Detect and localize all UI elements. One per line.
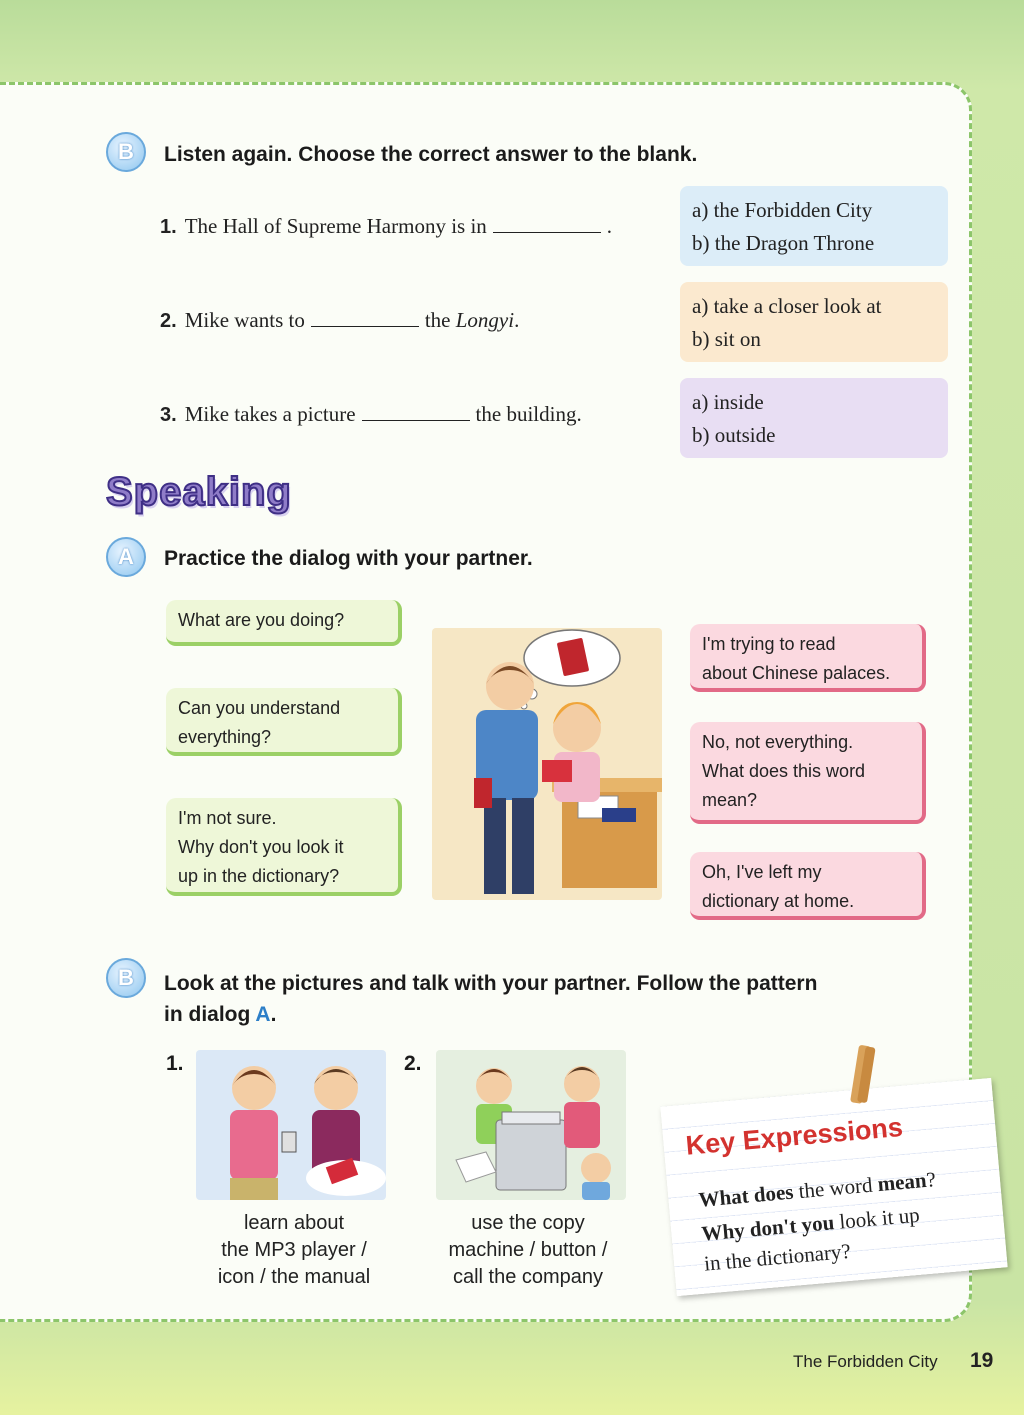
bubble-line: everything?: [178, 727, 272, 747]
key-expression-1: What does the word mean?: [697, 1167, 937, 1212]
period: .: [270, 1003, 277, 1026]
key-expression-3: in the dictionary?: [703, 1238, 852, 1276]
question-text: The Hall of Supreme Harmony is in: [184, 214, 487, 238]
period: .: [514, 308, 520, 332]
bubble-line: Oh, I've left my: [702, 862, 822, 882]
key-phrase-bold: Why don't you: [700, 1210, 836, 1246]
bubble-line: dictionary at home.: [702, 891, 855, 911]
bubble-line: I'm trying to read: [702, 634, 836, 654]
clothespin-icon: [844, 1044, 883, 1107]
key-phrase-bold: What does: [697, 1179, 795, 1212]
speaking-title: Speaking: [106, 470, 292, 514]
picture-2-image: [436, 1050, 626, 1200]
dialog-bubble-right-2: [690, 722, 926, 824]
caption-line: machine / button /: [448, 1239, 608, 1261]
italic-word: Longyi: [455, 308, 515, 332]
section-b2-badge: B: [106, 958, 146, 998]
question-2: [160, 308, 519, 333]
picture-2-number: 2.: [404, 1052, 422, 1075]
section-b-heading: Listen again. Choose the correct answer to the blank.: [164, 143, 698, 166]
heading-text: in dialog: [164, 1003, 251, 1026]
dialog-bubble-left-3: [166, 798, 402, 896]
question-number: 3.: [160, 404, 177, 426]
section-a-heading: Practice the dialog with your partner.: [164, 547, 533, 570]
bubble-line: about Chinese palaces.: [702, 663, 891, 683]
answer-blank[interactable]: [311, 325, 419, 327]
dialog-bubble-right-1: [690, 624, 926, 692]
question-text-end: .: [606, 214, 613, 238]
heading-line: Look at the pictures and talk with your partner. Follow the pattern: [164, 972, 818, 995]
heading-line: [164, 999, 954, 1030]
dialog-bubble-left-1: [166, 600, 402, 646]
question-text-after: the: [424, 308, 451, 332]
options-box-3: [680, 378, 948, 458]
option-b[interactable]: b) the Dragon Throne: [692, 231, 875, 255]
bubble-line: What are you doing?: [178, 610, 345, 630]
copy-machine-scene-image: [436, 1050, 626, 1200]
options-box-2: [680, 282, 948, 362]
key-phrase-text: the word: [792, 1172, 879, 1204]
picture-1-number: 1.: [166, 1052, 184, 1075]
dialog-illustration: [432, 628, 662, 900]
section-a-badge: A: [106, 537, 146, 577]
bubble-line: What does this word: [702, 761, 866, 781]
caption-line: icon / the manual: [217, 1266, 371, 1288]
option-b[interactable]: b) sit on: [692, 327, 761, 351]
bubble-line: I'm not sure.: [178, 808, 277, 828]
bubble-line: No, not everything.: [702, 732, 854, 752]
question-text: Mike takes a picture: [184, 402, 356, 426]
key-expressions-card: [660, 1078, 1007, 1296]
caption-line: call the company: [452, 1266, 604, 1288]
question-text: Mike wants to: [184, 308, 305, 332]
section-b2-heading: [164, 968, 954, 1030]
bubble-line: Can you understand: [178, 698, 341, 718]
dialog-bubble-left-2: [166, 688, 402, 756]
dialog-reference: A: [255, 1003, 271, 1026]
caption-line: the MP3 player /: [221, 1239, 367, 1261]
key-expressions-title: Key Expressions: [684, 1111, 904, 1161]
option-a[interactable]: a) take a closer look at: [692, 294, 882, 318]
option-a[interactable]: a) the Forbidden City: [692, 198, 873, 222]
bubble-line: mean?: [702, 790, 758, 810]
picture-1-image: [196, 1050, 386, 1200]
question-1: [160, 214, 612, 239]
option-a[interactable]: a) inside: [692, 390, 764, 414]
answer-blank[interactable]: [493, 231, 601, 233]
option-b[interactable]: b) outside: [692, 423, 776, 447]
key-phrase-bold: mean: [876, 1167, 928, 1197]
question-3: [160, 402, 582, 427]
question-number: 1.: [160, 216, 177, 238]
reading-scene-image: [432, 628, 662, 900]
answer-blank[interactable]: [362, 419, 470, 421]
bubble-line: Why don't you look it: [178, 837, 344, 857]
options-box-1: [680, 186, 948, 266]
caption-line: learn about: [243, 1212, 345, 1234]
chapter-name: The Forbidden City: [793, 1352, 938, 1371]
dialog-bubble-right-3: [690, 852, 926, 920]
picture-2-caption: [424, 1210, 632, 1291]
mp3-player-scene-image: [196, 1050, 386, 1200]
question-number: 2.: [160, 310, 177, 332]
section-b-badge: B: [106, 132, 146, 172]
bubble-line: up in the dictionary?: [178, 866, 340, 886]
question-text-after: the building.: [475, 402, 582, 426]
key-phrase-text: look it up: [833, 1202, 921, 1235]
picture-1-caption: [194, 1210, 394, 1291]
caption-line: use the copy: [471, 1212, 585, 1234]
page-number: 19: [970, 1349, 994, 1372]
